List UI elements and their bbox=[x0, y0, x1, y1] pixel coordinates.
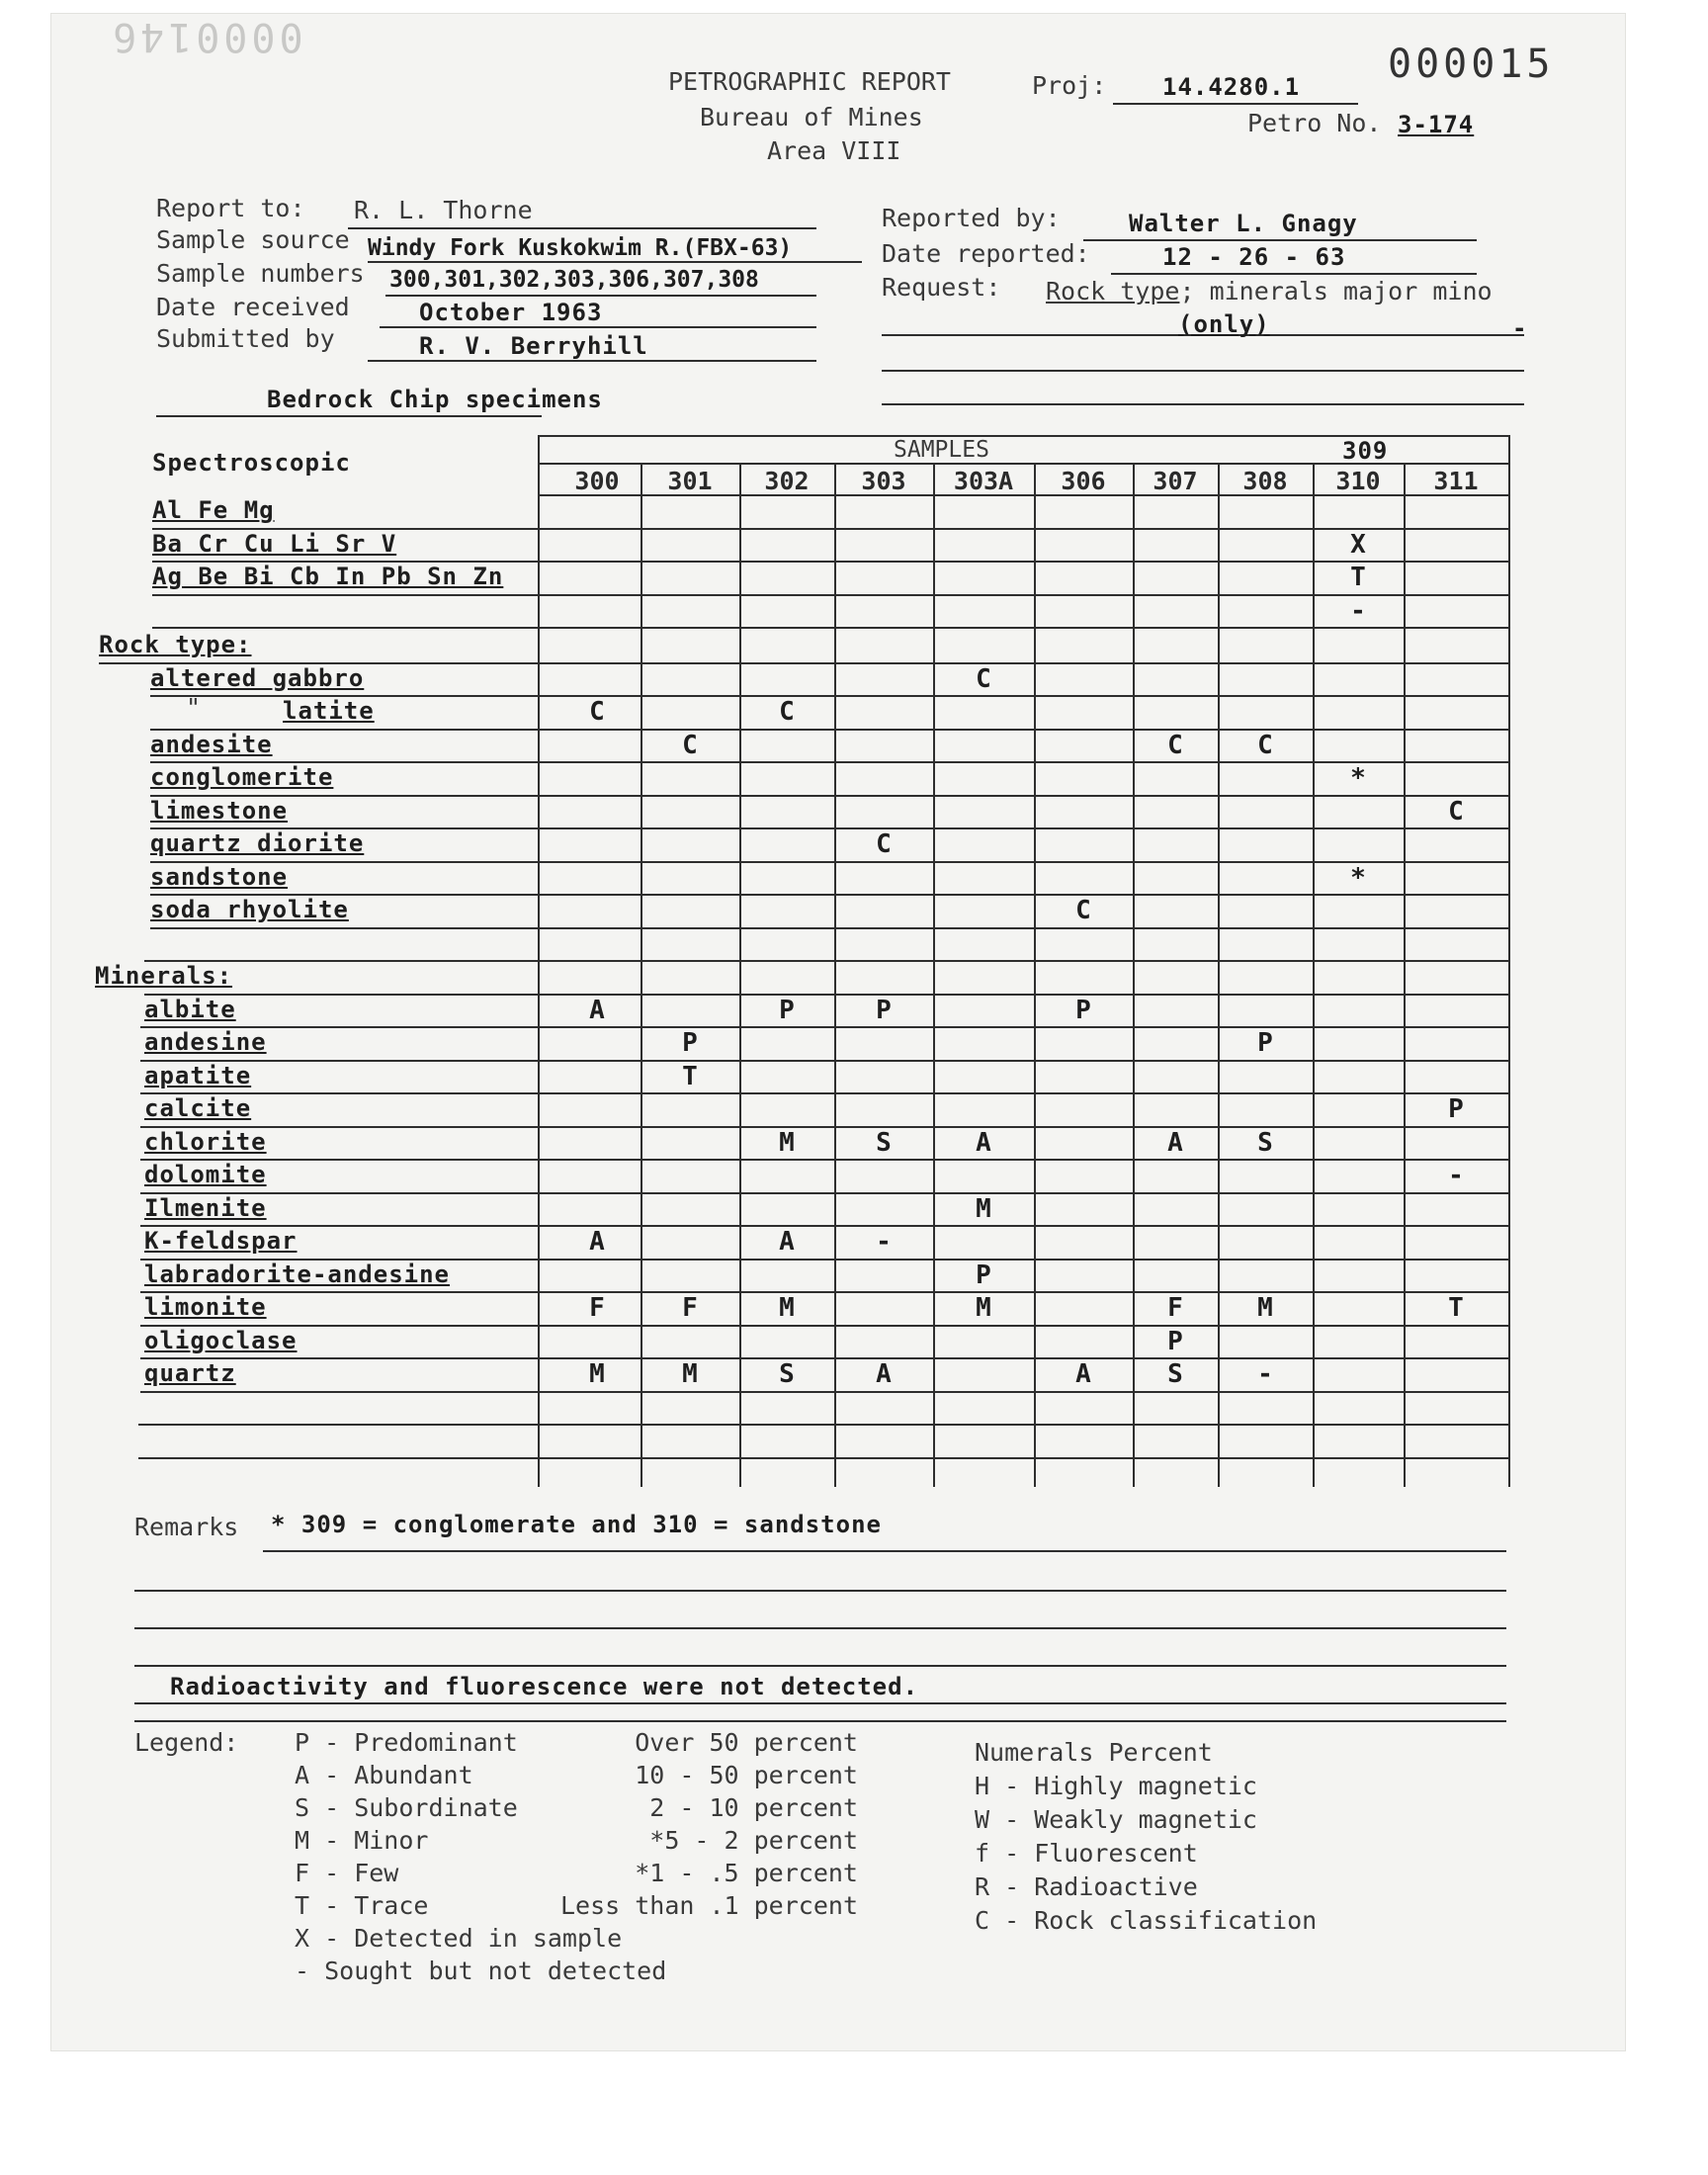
legend-code: X - Detected in sample bbox=[295, 1924, 623, 1953]
legend-range: *1 - .5 percent bbox=[635, 1859, 858, 1887]
samples-label: SAMPLES bbox=[894, 437, 989, 463]
table-cell: - bbox=[1448, 1161, 1464, 1190]
row-label-mineral_rows: dolomite bbox=[144, 1161, 267, 1188]
row-label-rock_rows: conglomerite bbox=[150, 763, 334, 791]
row-label-mineral_rows: apatite bbox=[144, 1061, 252, 1089]
table-cell: M bbox=[589, 1359, 605, 1389]
empty-row-rule bbox=[138, 1424, 1510, 1426]
legend-code: F - Few bbox=[295, 1859, 399, 1887]
remarks-text: * 309 = conglomerate and 310 = sandstone bbox=[271, 1511, 882, 1538]
row-label-rock_rows: latite bbox=[283, 697, 375, 725]
row-label-mineral_rows: labradorite-andesine bbox=[144, 1260, 450, 1288]
remarks-line-6 bbox=[134, 1720, 1506, 1722]
row-rule bbox=[144, 960, 1510, 962]
table-cell: S bbox=[1167, 1359, 1183, 1389]
row-label-mineral_rows: oligoclase bbox=[144, 1326, 298, 1354]
row-rule bbox=[140, 1391, 1510, 1393]
area-line: Area VIII bbox=[767, 136, 901, 165]
legend-code: - Sought but not detected bbox=[295, 1957, 667, 1985]
minerals-heading: Minerals: bbox=[95, 962, 233, 990]
row-rule bbox=[150, 861, 1510, 863]
table-cell: P bbox=[1075, 995, 1091, 1025]
row-label-rock_rows: soda rhyolite bbox=[150, 896, 349, 923]
column-header: 307 bbox=[1153, 467, 1198, 495]
row-label-mineral_rows: K-feldspar bbox=[144, 1227, 298, 1255]
legend-note: Numerals Percent bbox=[975, 1738, 1213, 1767]
column-divider bbox=[739, 463, 741, 1487]
table-cell: C bbox=[1075, 896, 1091, 925]
row-label-mineral_rows: chlorite bbox=[144, 1127, 267, 1156]
sample-source-label: Sample source bbox=[156, 225, 350, 254]
row-rule bbox=[140, 1026, 1510, 1028]
row-label-rock_rows: limestone bbox=[150, 796, 289, 825]
table-cell: - bbox=[1257, 1359, 1273, 1389]
row-rule bbox=[152, 627, 1510, 629]
ditto-mark: " bbox=[186, 693, 202, 722]
column-header: 303A bbox=[953, 467, 1014, 495]
table-cell: T bbox=[1350, 563, 1366, 592]
table-cell: F bbox=[682, 1293, 698, 1323]
legend-range: Less than .1 percent bbox=[559, 1891, 858, 1920]
table-cell: * bbox=[1350, 862, 1366, 893]
table-cell: - bbox=[876, 1227, 892, 1257]
rock-type-heading: Rock type: bbox=[99, 631, 252, 658]
table-cell: F bbox=[589, 1293, 605, 1323]
row-label-spectro_rows: Al Fe Mg bbox=[152, 496, 275, 524]
legend-note: W - Weakly magnetic bbox=[975, 1805, 1257, 1834]
row-rule bbox=[140, 1291, 1510, 1293]
legend-code: S - Subordinate bbox=[295, 1793, 518, 1822]
table-cell: T bbox=[1448, 1293, 1464, 1323]
table-cell: C bbox=[876, 829, 892, 859]
legend-code: P - Predominant bbox=[295, 1728, 518, 1757]
submitted-by-label: Submitted by bbox=[156, 324, 335, 353]
table-cell: A bbox=[779, 1227, 795, 1257]
legend-code: A - Abundant bbox=[295, 1761, 473, 1789]
legend-label: Legend: bbox=[134, 1728, 239, 1757]
remarks-label: Remarks bbox=[134, 1513, 239, 1541]
table-cell: C bbox=[1448, 796, 1464, 826]
column-divider bbox=[640, 463, 642, 1487]
row-label-spectro_rows: Ag Be Bi Cb In Pb Sn Zn bbox=[152, 563, 504, 590]
row-rule bbox=[140, 1357, 1510, 1359]
table-cell: P bbox=[682, 1028, 698, 1058]
column-divider bbox=[1404, 463, 1406, 1487]
legend-code: M - Minor bbox=[295, 1826, 429, 1855]
submitted-by-value: R. V. Berryhill bbox=[419, 332, 648, 360]
table-cell: M bbox=[779, 1127, 795, 1158]
remarks-line-2 bbox=[134, 1590, 1506, 1592]
row-rule bbox=[150, 761, 1510, 763]
row-label-mineral_rows: quartz bbox=[144, 1359, 236, 1387]
row-rule bbox=[140, 1192, 1510, 1194]
table-cell: S bbox=[876, 1127, 892, 1158]
legend-note: C - Rock classification bbox=[975, 1906, 1318, 1935]
table-cell: * bbox=[1350, 763, 1366, 793]
legend-range: *5 - 2 percent bbox=[649, 1826, 858, 1855]
date-received-value: October 1963 bbox=[419, 299, 603, 326]
row-rule bbox=[140, 1092, 1510, 1094]
remarks-line-1 bbox=[263, 1550, 1506, 1552]
row-rule bbox=[152, 594, 1510, 596]
empty-row-rule bbox=[138, 1457, 1510, 1459]
row-rule bbox=[150, 795, 1510, 797]
column-divider bbox=[933, 463, 935, 1487]
table-cell: P bbox=[1448, 1094, 1464, 1124]
row-label-mineral_rows: Ilmenite bbox=[144, 1193, 267, 1222]
column-header: 301 bbox=[667, 467, 713, 495]
date-received-label: Date received bbox=[156, 293, 350, 321]
table-cell: C bbox=[1257, 730, 1273, 760]
sample-source-value: Windy Fork Kuskokwim R.(FBX-63) bbox=[368, 235, 793, 261]
bureau-line: Bureau of Mines bbox=[700, 103, 923, 131]
row-label-rock_rows: altered gabbro bbox=[150, 663, 365, 692]
table-cell: M bbox=[976, 1193, 991, 1224]
row-label-mineral_rows: limonite bbox=[144, 1293, 267, 1321]
column-header: 311 bbox=[1433, 467, 1479, 495]
column-header: 308 bbox=[1242, 467, 1288, 495]
table-cell: A bbox=[1167, 1127, 1183, 1158]
table-cell: P bbox=[779, 995, 795, 1025]
column-divider bbox=[834, 463, 836, 1487]
sample-numbers-label: Sample numbers bbox=[156, 259, 365, 288]
column-divider bbox=[1313, 463, 1315, 1487]
legend-range: 2 - 10 percent bbox=[649, 1793, 858, 1822]
table-cell: C bbox=[976, 663, 991, 694]
row-rule bbox=[140, 1126, 1510, 1128]
legend-note: f - Fluorescent bbox=[975, 1839, 1198, 1868]
petro-value: 3-174 bbox=[1398, 111, 1475, 138]
date-reported-value: 12 - 26 - 63 bbox=[1162, 243, 1346, 271]
row-label-rock_rows: quartz diorite bbox=[150, 829, 365, 857]
request-rock-type: Rock type bbox=[1046, 277, 1180, 305]
request-dash: - bbox=[1512, 314, 1528, 342]
row-rule bbox=[144, 994, 1510, 996]
table-cell: - bbox=[1350, 595, 1366, 626]
remarks-line-3 bbox=[134, 1627, 1506, 1629]
table-cell: A bbox=[589, 1227, 605, 1257]
table-cell: P bbox=[1167, 1326, 1183, 1356]
table-cell: A bbox=[589, 995, 605, 1025]
table-cell: M bbox=[682, 1359, 698, 1389]
reported-by-label: Reported by: bbox=[882, 204, 1061, 232]
table-cell: C bbox=[779, 697, 795, 727]
column-divider bbox=[1218, 463, 1220, 1487]
legend-range: 10 - 50 percent bbox=[635, 1761, 858, 1789]
table-cell: C bbox=[589, 697, 605, 727]
column-header: 310 bbox=[1335, 467, 1381, 495]
row-rule bbox=[140, 1060, 1510, 1062]
table-cell: A bbox=[1075, 1359, 1091, 1389]
legend-range: Over 50 percent bbox=[635, 1728, 858, 1757]
radioactivity-line: Radioactivity and fluorescence were not detected. bbox=[170, 1673, 919, 1700]
table-cell: M bbox=[976, 1293, 991, 1323]
row-label-mineral_rows: calcite bbox=[144, 1094, 252, 1122]
report-title: PETROGRAPHIC REPORT bbox=[668, 67, 951, 96]
table-cell: C bbox=[682, 730, 698, 760]
remarks-line-5 bbox=[134, 1702, 1506, 1704]
table-cell: S bbox=[779, 1359, 795, 1389]
table-cell: P bbox=[876, 995, 892, 1025]
table-cell: P bbox=[976, 1260, 991, 1290]
row-rule bbox=[140, 1159, 1510, 1161]
column-header: 300 bbox=[574, 467, 620, 495]
column-header: 306 bbox=[1061, 467, 1106, 495]
report-to-label: Report to: bbox=[156, 194, 305, 222]
table-cell: A bbox=[876, 1359, 892, 1389]
column-header: 303 bbox=[861, 467, 906, 495]
table-cell: X bbox=[1350, 529, 1366, 560]
table-cell: M bbox=[779, 1293, 795, 1323]
petro-label: Petro No. bbox=[1247, 109, 1382, 137]
row-label-rock_rows: sandstone bbox=[150, 862, 289, 891]
row-rule bbox=[150, 729, 1510, 731]
row-rule bbox=[150, 894, 1510, 896]
table-cell: M bbox=[1257, 1293, 1273, 1323]
column-header: 302 bbox=[764, 467, 810, 495]
column-divider bbox=[1133, 463, 1135, 1487]
row-rule bbox=[140, 1225, 1510, 1227]
row-label-rock_rows: andesite bbox=[150, 730, 273, 758]
row-label-mineral_rows: andesine bbox=[144, 1028, 267, 1056]
remarks-line-4 bbox=[134, 1665, 1506, 1667]
report-to-value: R. L. Thorne bbox=[354, 196, 533, 224]
stamp-top-right: 000015 bbox=[1388, 42, 1555, 87]
legend-note: R - Radioactive bbox=[975, 1872, 1198, 1901]
sample-numbers-value: 300,301,302,303,306,307,308 bbox=[389, 267, 759, 293]
table-cell: F bbox=[1167, 1293, 1183, 1323]
row-rule bbox=[140, 1325, 1510, 1327]
row-label-mineral_rows: albite bbox=[144, 995, 236, 1023]
spectroscopic-heading: Spectroscopic bbox=[152, 449, 351, 477]
table-cell: S bbox=[1257, 1127, 1273, 1158]
legend-note: H - Highly magnetic bbox=[975, 1772, 1257, 1800]
request-rest: ; minerals major mino bbox=[1179, 277, 1493, 305]
table-cell: A bbox=[976, 1127, 991, 1158]
table-cell: T bbox=[682, 1061, 698, 1091]
stamp-top-left: 0000146 bbox=[109, 14, 303, 59]
sample-309-label: 309 bbox=[1342, 437, 1389, 465]
legend-code: T - Trace bbox=[295, 1891, 429, 1920]
request-only: (only) bbox=[1178, 310, 1270, 338]
table-cell: P bbox=[1257, 1028, 1273, 1058]
request-label: Request: bbox=[882, 273, 1001, 302]
table-cell: C bbox=[1167, 730, 1183, 760]
proj-value: 14.4280.1 bbox=[1162, 73, 1301, 101]
row-rule bbox=[150, 927, 1510, 929]
row-label-spectro_rows: Ba Cr Cu Li Sr V bbox=[152, 529, 397, 558]
column-divider bbox=[1034, 463, 1036, 1487]
subtitle: Bedrock Chip specimens bbox=[267, 386, 603, 413]
reported-by-value: Walter L. Gnagy bbox=[1129, 210, 1358, 237]
date-reported-label: Date reported: bbox=[882, 239, 1090, 268]
proj-label: Proj: bbox=[1032, 71, 1107, 100]
